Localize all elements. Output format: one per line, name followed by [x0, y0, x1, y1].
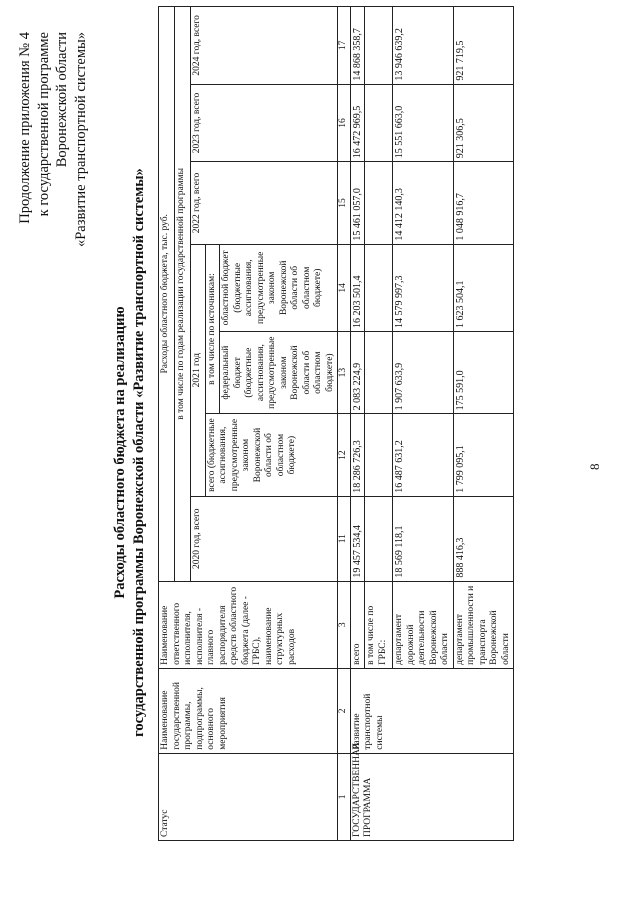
header-2022: 2022 год, всего [191, 162, 338, 244]
column-number: 2 [338, 668, 351, 753]
header-2024: 2024 год, всего [191, 7, 338, 85]
column-number: 13 [338, 331, 351, 413]
value-2023: 15 551 663,0 [393, 84, 454, 162]
row-label: в том числе по ГРБС: [365, 581, 393, 668]
value-2021-federal: 1 907 633,9 [393, 331, 454, 413]
column-number: 16 [338, 84, 351, 162]
header-federal-budget: федеральный бюджет (бюджетные ассигнования, предусмотренные законом Воронежской области об областном бюджете) [220, 331, 338, 413]
header-2023: 2023 год, всего [191, 84, 338, 162]
continuation-line: Продолжение приложения № 4 [17, 32, 33, 224]
value-2024: 14 868 358,7 [350, 7, 365, 85]
row-label: департамент промышленности и транспорта Воронежской области [453, 581, 514, 668]
status-cell: ГОСУДАРСТВЕННАЯ ПРОГРАММА [350, 753, 514, 840]
budget-table [158, 6, 514, 841]
column-number: 14 [338, 244, 351, 331]
document-title-line-2: государственной программы Воронежской области «Развитие транспортной системы» [131, 168, 147, 737]
row-label: департамент дорожной деятельности Воронежской области [393, 581, 454, 668]
header-by-sources: в том числе по источникам: [205, 244, 220, 414]
value-2022: 1 048 916,7 [453, 162, 514, 244]
header-2021: 2021 год [191, 244, 206, 496]
appendix-continuation-note [16, 32, 90, 362]
column-number: 12 [338, 414, 351, 496]
header-program-name: Наименование государственной программы, подпрограммы, основного мероприятия [159, 668, 338, 753]
value-2021-total [365, 414, 393, 496]
value-2021-total: 18 286 726,3 [350, 414, 365, 496]
value-2021-regional [365, 244, 393, 331]
header-2021-total: всего (бюджетные ассигнования, предусмотренные законом Воронежской области об областном бюджете) [205, 414, 338, 496]
document-title-line-1: Расходы областного бюджета на реализацию [112, 306, 128, 599]
value-2021-federal: 175 591,0 [453, 331, 514, 413]
header-expenses: Расходы областного бюджета, тыс. руб. [159, 7, 175, 582]
value-2021-federal: 2 083 224,9 [350, 331, 365, 413]
row-label: всего [350, 581, 365, 668]
value-2020 [365, 496, 393, 581]
value-2023 [365, 84, 393, 162]
value-2021-regional: 16 203 501,4 [350, 244, 365, 331]
continuation-line: Воронежской области [54, 32, 70, 168]
value-2021-total: 16 487 631,2 [393, 414, 454, 496]
header-regional-budget: областной бюджет (бюджетные ассигнования, предусмотренные законом Воронежской области об областном бюджете) [220, 244, 338, 331]
value-2024 [365, 7, 393, 85]
continuation-line: к государственной программе [35, 32, 52, 217]
value-2024: 13 946 639,2 [393, 7, 454, 85]
value-2022 [365, 162, 393, 244]
column-number: 1 [338, 753, 351, 840]
value-2024: 921 719,5 [453, 7, 514, 85]
value-2022: 15 461 057,0 [350, 162, 365, 244]
column-number: 15 [338, 162, 351, 244]
program-name-cell: Развитие транспортной системы [350, 668, 514, 753]
value-2021-total: 1 799 095,1 [453, 414, 514, 496]
header-by-years: в том числе по годам реализации государственной программы [175, 7, 191, 582]
value-2020: 19 457 534,4 [350, 496, 365, 581]
column-number: 3 [338, 581, 351, 668]
column-number: 11 [338, 496, 351, 581]
page-number: 8 [587, 463, 602, 470]
header-2020: 2020 год, всего [191, 496, 338, 581]
header-executor: Наименование ответственного исполнителя, исполнителя - главного распорядителя средств областного бюджета (далее - ГРБС), наименование структурных расходов [159, 581, 338, 668]
value-2022: 14 412 140,3 [393, 162, 454, 244]
value-2021-regional: 1 623 504,1 [453, 244, 514, 331]
value-2020: 18 569 118,1 [393, 496, 454, 581]
value-2021-federal [365, 331, 393, 413]
value-2023: 16 472 969,5 [350, 84, 365, 162]
value-2021-regional: 14 579 997,3 [393, 244, 454, 331]
continuation-line: «Развитие транспортной системы» [72, 32, 89, 248]
table-row [350, 7, 365, 841]
column-number: 17 [338, 7, 351, 85]
value-2020: 888 416,3 [453, 496, 514, 581]
value-2023: 921 306,5 [453, 84, 514, 162]
header-status: Статус [159, 753, 338, 840]
